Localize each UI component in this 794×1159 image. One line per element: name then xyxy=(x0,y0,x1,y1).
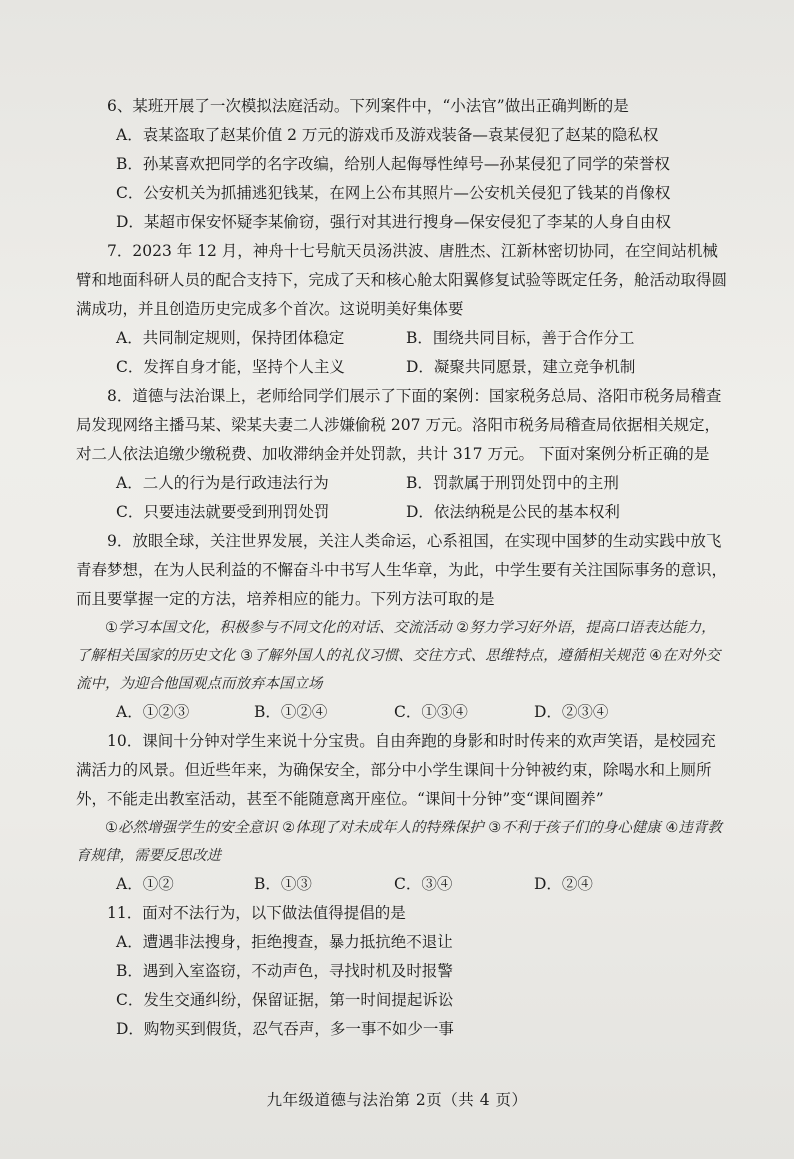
question-7 xyxy=(76,237,728,382)
question-8 xyxy=(76,382,728,527)
question-9-options xyxy=(76,698,728,727)
question-11-option-c: C．发生交通纠纷，保留证据，第一时间提起诉讼 xyxy=(116,991,454,1009)
question-8-options-row-1 xyxy=(76,469,728,498)
question-9-option-d: D．②③④ xyxy=(534,703,609,721)
question-10-option-d: D．②④ xyxy=(534,875,593,893)
question-8-option-c: C．只要违法就要受到刑罚处罚 xyxy=(116,503,330,521)
question-10-stem: 10．课间十分钟对学生来说十分宝贵。自由奔跑的身影和时时传来的欢声笑语，是校园充满活力的风景。但近些年来，为确保安全，部分中小学生课间十分钟被约束，除喝水和上厕所外，不能走出教室活动，甚至不能随意离开座位。“课间十分钟”变“课间圈养” xyxy=(76,732,716,808)
question-11 xyxy=(76,899,728,1044)
question-11-option-d: D．购物买到假货，忍气吞声，多一事不如少一事 xyxy=(116,1020,454,1038)
question-7-options-row-2 xyxy=(76,353,728,382)
question-10-items: ①必然增强学生的安全意识 ②体现了对未成年人的特殊保护 ③不利于孩子们的身心健康 ④违背教育规律，需要反思改进 xyxy=(76,820,722,864)
question-7-option-c: C．发挥自身才能，坚持个人主义 xyxy=(116,358,345,376)
question-10-option-a: A．①② xyxy=(116,875,174,893)
question-7-options-row-1 xyxy=(76,324,728,353)
question-10-option-c: C．③④ xyxy=(394,875,453,893)
question-10-option-b: B．①③ xyxy=(254,875,312,893)
page-footer: 九年级道德与法治第 2页（共 4 页） xyxy=(266,1091,528,1109)
question-7-option-d: D．凝聚共同愿景，建立竞争机制 xyxy=(406,358,636,376)
question-10 xyxy=(76,727,728,899)
question-8-stem: 8．道德与法治课上，老师给同学们展示了下面的案例：国家税务总局、洛阳市税务局稽查局发现网络主播马某、梁某夫妻二人涉嫌偷税 207 万元。洛阳市税务局稽查局依据相关规定，对二人依法追缴少缴税费、加收滞纳金并处罚款，共计 317 万元。 下面对案例分析正确的是 xyxy=(76,387,722,463)
question-11-option-b: B．遇到入室盗窃，不动声色，寻找时机及时报警 xyxy=(116,962,453,980)
question-9-stem: 9．放眼全球，关注世界发展，关注人类命运，心系祖国，在实现中国梦的生动实践中放飞青春梦想，在为人民利益的不懈奋斗中书写人生华章，为此，中学生要有关注国际事务的意识，而且要掌握一定的方法，培养相应的能力。下列方法可取的是 xyxy=(76,532,728,608)
question-8-option-d: D．依法纳税是公民的基本权利 xyxy=(406,503,620,521)
question-9-option-b: B．①②④ xyxy=(254,703,328,721)
question-6-option-c: C．公安机关为抓捕逃犯钱某，在网上公布其照片—公安机关侵犯了钱某的肖像权 xyxy=(116,184,671,202)
question-7-option-b: B．围绕共同目标，善于合作分工 xyxy=(406,329,635,347)
question-11-option-a: A．遭遇非法搜身，拒绝搜查，暴力抵抗绝不退让 xyxy=(116,933,453,951)
question-6-option-a: A．袁某盗取了赵某价值 2 万元的游戏币及游戏装备—袁某侵犯了赵某的隐私权 xyxy=(116,126,659,144)
question-6-option-b: B．孙某喜欢把同学的名字改编，给别人起侮辱性绰号—孙某侵犯了同学的荣誉权 xyxy=(116,155,670,173)
question-9-items: ①学习本国文化，积极参与不同文化的对话、交流活动 ②努力学习好外语，提高口语表达能力，了解相关国家的历史文化 ③了解外国人的礼仪习惯、交往方式、思维特点，遵循相关规范 ④在对外交流中，为迎合他国观点而放弃本国立场 xyxy=(76,620,721,692)
question-9 xyxy=(76,527,728,727)
question-8-option-b: B．罚款属于刑罚处罚中的主刑 xyxy=(406,474,619,492)
question-9-option-a: A．①②③ xyxy=(116,703,190,721)
question-6-option-d: D．某超市保安怀疑李某偷窃，强行对其进行搜身—保安侵犯了李某的人身自由权 xyxy=(116,213,671,231)
question-8-option-a: A．二人的行为是行政违法行为 xyxy=(116,474,329,492)
question-7-stem: 7．2023 年 12 月，神舟十七号航天员汤洪波、唐胜杰、江新林密切协同，在空间站机械臂和地面科研人员的配合支持下，完成了天和核心舱太阳翼修复试验等既定任务，舱活动取得圆满成功，并且创造历史完成多个首次。这说明美好集体要 xyxy=(76,242,728,318)
question-6 xyxy=(76,92,728,237)
question-11-stem: 11．面对不法行为，以下做法值得提倡的是 xyxy=(107,904,406,922)
question-6-stem: 6、某班开展了一次模拟法庭活动。下列案件中，“小法官”做出正确判断的是 xyxy=(107,97,629,115)
question-10-options xyxy=(76,870,728,899)
question-7-option-a: A．共同制定规则，保持团体稳定 xyxy=(116,329,345,347)
question-9-option-c: C．①③④ xyxy=(394,703,468,721)
question-8-options-row-2 xyxy=(76,498,728,527)
